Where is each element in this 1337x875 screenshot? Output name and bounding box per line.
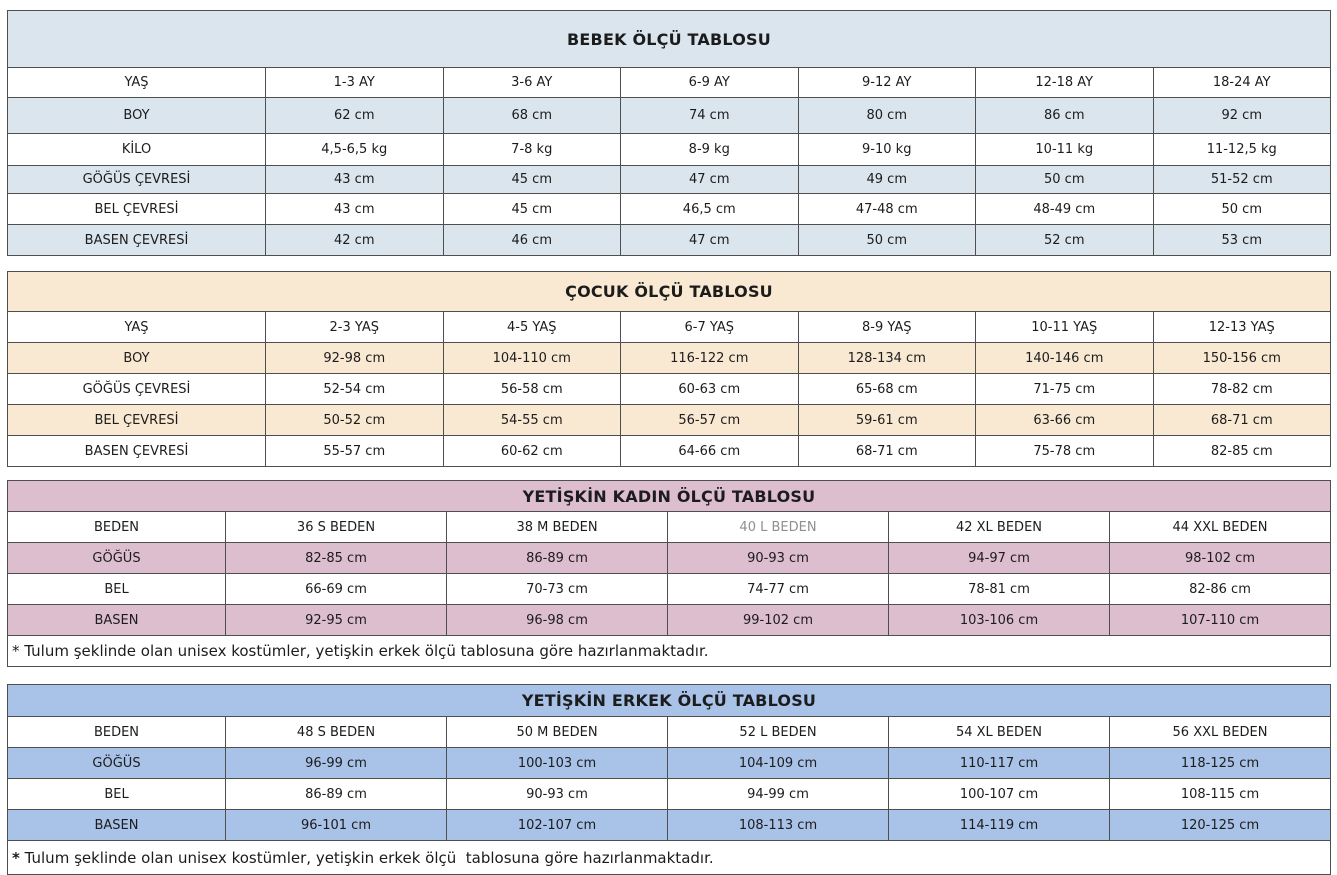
table-cell: 50-52 cm [266,405,444,436]
table-cell: 60-62 cm [443,436,621,467]
row-label: BASEN ÇEVRESİ [8,436,266,467]
table-row [8,436,1331,467]
table-cell: 45 cm [443,166,621,194]
table-cell: 103-106 cm [889,605,1110,636]
column-header: 56 XXL BEDEN [1110,717,1331,748]
column-header: 40 L BEDEN [668,512,889,543]
table-row [8,779,1331,810]
row-label: BEL [8,779,226,810]
table-row [8,605,1331,636]
footnote-text: Tulum şeklinde olan unisex kostümler, yetişkin erkek ölçü tablosuna göre hazırlanmaktadır. [19,642,709,660]
row-label: KİLO [8,134,266,166]
row-label: BEL ÇEVRESİ [8,194,266,225]
table-cell: 46,5 cm [621,194,799,225]
column-header: 48 S BEDEN [226,717,447,748]
table-cell: 100-103 cm [447,748,668,779]
table-cell: 96-99 cm [226,748,447,779]
table-row [8,134,1331,166]
table-cell: 68-71 cm [1153,405,1331,436]
baby-size-table [7,10,1331,256]
column-header: 44 XXL BEDEN [1110,512,1331,543]
row-label: GÖĞÜS [8,543,226,574]
table-cell: 42 cm [266,225,444,256]
table-cell: 56-57 cm [621,405,799,436]
table-header-row [8,717,1331,748]
table-cell: 71-75 cm [976,374,1154,405]
table-row [8,374,1331,405]
row-label: BASEN [8,810,226,841]
row-label: BEL ÇEVRESİ [8,405,266,436]
table-title: BEBEK ÖLÇÜ TABLOSU [8,11,1331,68]
column-header: 1-3 AY [266,68,444,98]
adult-men-size-table [7,684,1331,875]
table-cell: 56-58 cm [443,374,621,405]
table-cell: 10-11 kg [976,134,1154,166]
table-title-row [8,11,1331,68]
table-row [8,225,1331,256]
column-header: 6-7 YAŞ [621,312,799,343]
table-row [8,194,1331,225]
table-title: YETİŞKİN KADIN ÖLÇÜ TABLOSU [8,481,1331,512]
table-cell: 50 cm [798,225,976,256]
table-cell: 86-89 cm [226,779,447,810]
table-cell: 108-115 cm [1110,779,1331,810]
table-cell: 55-57 cm [266,436,444,467]
table-row [8,574,1331,605]
table-title-row [8,272,1331,312]
table-cell: 46 cm [443,225,621,256]
header-label: BEDEN [8,717,226,748]
child-size-table [7,271,1331,467]
row-label: GÖĞÜS ÇEVRESİ [8,374,266,405]
table-cell: 110-117 cm [889,748,1110,779]
column-header: 12-18 AY [976,68,1154,98]
table-cell: 50 cm [976,166,1154,194]
table-cell: 7-8 kg [443,134,621,166]
table-row [8,748,1331,779]
table-row [8,543,1331,574]
table-cell: 68-71 cm [798,436,976,467]
table-cell: 50 cm [1153,194,1331,225]
table-cell: 128-134 cm [798,343,976,374]
column-header: 18-24 AY [1153,68,1331,98]
table-cell: 82-85 cm [226,543,447,574]
table-cell: 63-66 cm [976,405,1154,436]
table-cell: 94-97 cm [889,543,1110,574]
table-cell: 70-73 cm [447,574,668,605]
table-cell: 60-63 cm [621,374,799,405]
column-header: 6-9 AY [621,68,799,98]
table-cell: 52-54 cm [266,374,444,405]
table-cell: 86-89 cm [447,543,668,574]
table-cell: 99-102 cm [668,605,889,636]
table-cell: 64-66 cm [621,436,799,467]
table-cell: 45 cm [443,194,621,225]
row-label: BOY [8,98,266,134]
table-cell: 59-61 cm [798,405,976,436]
column-header: 38 M BEDEN [447,512,668,543]
column-header: 8-9 YAŞ [798,312,976,343]
table-cell: 66-69 cm [226,574,447,605]
table-cell: 90-93 cm [668,543,889,574]
table-cell: 8-9 kg [621,134,799,166]
table-cell: 140-146 cm [976,343,1154,374]
row-label: BASEN ÇEVRESİ [8,225,266,256]
table-cell: 96-98 cm [447,605,668,636]
table-cell: 53 cm [1153,225,1331,256]
table-header-row [8,312,1331,343]
table-cell: 108-113 cm [668,810,889,841]
table-cell: 43 cm [266,194,444,225]
table-cell: 74-77 cm [668,574,889,605]
table-cell: 120-125 cm [1110,810,1331,841]
table-cell: 11-12,5 kg [1153,134,1331,166]
table-cell: 94-99 cm [668,779,889,810]
table-cell: 90-93 cm [447,779,668,810]
table-cell: 104-110 cm [443,343,621,374]
table-cell: 92-98 cm [266,343,444,374]
table-cell: 102-107 cm [447,810,668,841]
adult-women-size-table [7,480,1331,667]
table-cell: 104-109 cm [668,748,889,779]
column-header: 12-13 YAŞ [1153,312,1331,343]
column-header: 54 XL BEDEN [889,717,1110,748]
table-cell: 54-55 cm [443,405,621,436]
table-cell: 74 cm [621,98,799,134]
footnote-text: Tulum şeklinde olan unisex kostümler, yetişkin erkek ölçü tablosuna göre hazırlanmaktadır. [19,848,714,867]
column-header: 36 S BEDEN [226,512,447,543]
table-title: YETİŞKİN ERKEK ÖLÇÜ TABLOSU [8,685,1331,717]
table-cell: 68 cm [443,98,621,134]
table-cell: 114-119 cm [889,810,1110,841]
column-header: 50 M BEDEN [447,717,668,748]
table-cell: 52 cm [976,225,1154,256]
table-cell: 48-49 cm [976,194,1154,225]
table-cell: 65-68 cm [798,374,976,405]
table-footnote [8,636,1331,667]
table-cell: 150-156 cm [1153,343,1331,374]
table-cell: 78-81 cm [889,574,1110,605]
table-cell: 49 cm [798,166,976,194]
table-cell: 98-102 cm [1110,543,1331,574]
table-footnote-row [8,841,1331,875]
table-header-row [8,512,1331,543]
table-cell: 47 cm [621,166,799,194]
table-cell: 78-82 cm [1153,374,1331,405]
table-cell: 82-85 cm [1153,436,1331,467]
row-label: GÖĞÜS ÇEVRESİ [8,166,266,194]
table-title-row [8,481,1331,512]
table-header-row [8,68,1331,98]
column-header: 9-12 AY [798,68,976,98]
column-header: 42 XL BEDEN [889,512,1110,543]
table-cell: 118-125 cm [1110,748,1331,779]
table-cell: 96-101 cm [226,810,447,841]
footnote-asterisk: * [12,642,20,660]
header-label: BEDEN [8,512,226,543]
table-cell: 75-78 cm [976,436,1154,467]
row-label: BOY [8,343,266,374]
table-cell: 47-48 cm [798,194,976,225]
table-row [8,810,1331,841]
table-cell: 47 cm [621,225,799,256]
footnote-asterisk: * [12,848,20,867]
table-cell: 80 cm [798,98,976,134]
table-cell: 116-122 cm [621,343,799,374]
table-cell: 86 cm [976,98,1154,134]
column-header: 3-6 AY [443,68,621,98]
table-cell: 107-110 cm [1110,605,1331,636]
table-row [8,98,1331,134]
table-cell: 51-52 cm [1153,166,1331,194]
row-label: BEL [8,574,226,605]
table-cell: 100-107 cm [889,779,1110,810]
table-cell: 9-10 kg [798,134,976,166]
table-cell: 82-86 cm [1110,574,1331,605]
table-footnote [8,841,1331,875]
column-header: 10-11 YAŞ [976,312,1154,343]
table-cell: 92 cm [1153,98,1331,134]
table-title-row [8,685,1331,717]
header-label: YAŞ [8,312,266,343]
table-footnote-row [8,636,1331,667]
table-cell: 92-95 cm [226,605,447,636]
column-header: 4-5 YAŞ [443,312,621,343]
table-row [8,343,1331,374]
row-label: GÖĞÜS [8,748,226,779]
table-cell: 43 cm [266,166,444,194]
table-title: ÇOCUK ÖLÇÜ TABLOSU [8,272,1331,312]
table-row [8,166,1331,194]
table-cell: 62 cm [266,98,444,134]
column-header: 52 L BEDEN [668,717,889,748]
column-header: 2-3 YAŞ [266,312,444,343]
row-label: BASEN [8,605,226,636]
header-label: YAŞ [8,68,266,98]
table-cell: 4,5-6,5 kg [266,134,444,166]
table-row [8,405,1331,436]
